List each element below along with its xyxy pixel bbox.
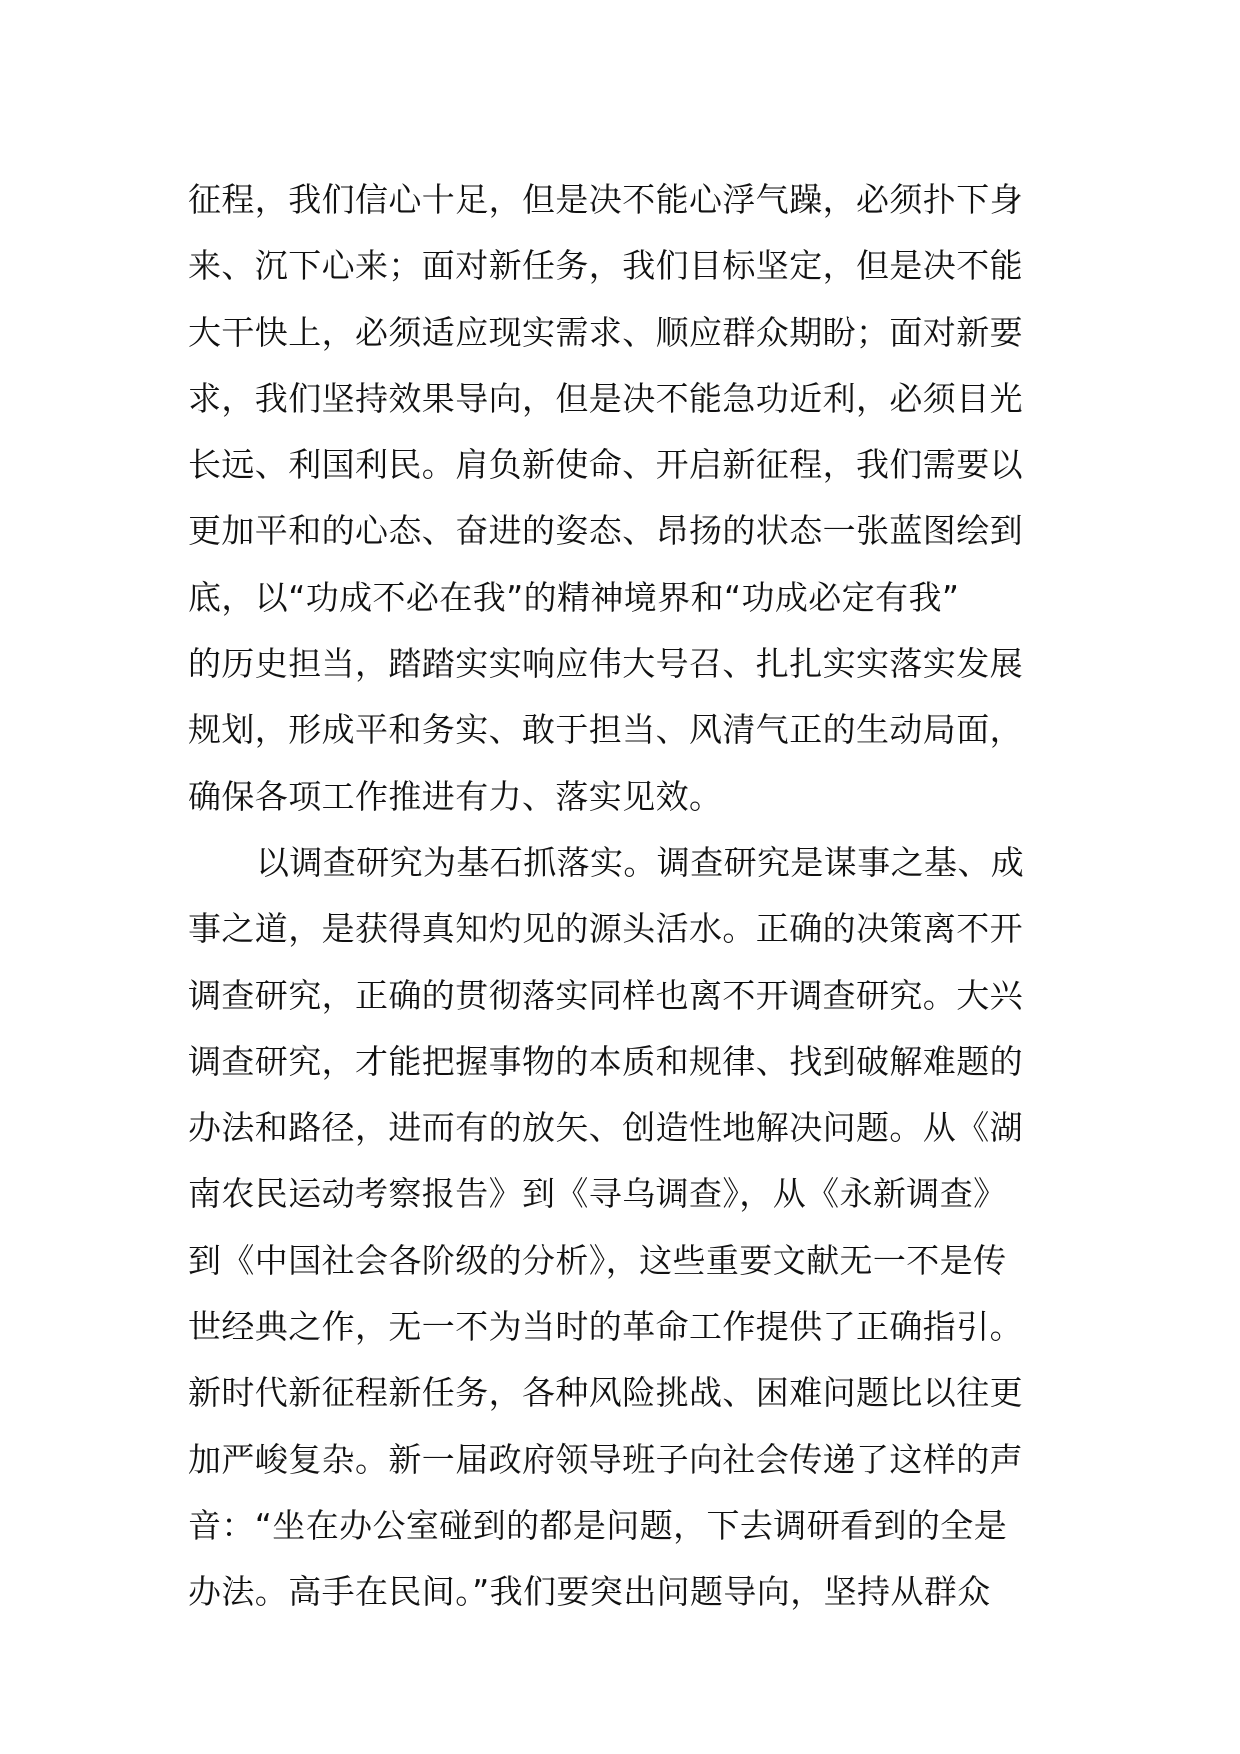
text-line: 世经典之作，无一不为当时的革命工作提供了正确指引。 bbox=[188, 1307, 1023, 1347]
text-line: 确保各项工作推进有力、落实见效。 bbox=[188, 776, 723, 816]
text-line: 加严峻复杂。新一届政府领导班子向社会传递了这样的声 bbox=[188, 1439, 1023, 1479]
text-line: 调查研究，正确的贯彻落实同样也离不开调查研究。大兴 bbox=[188, 975, 1023, 1015]
text-line: 到《中国社会各阶级的分析》，这些重要文献无一不是传 bbox=[188, 1240, 1007, 1280]
text-line: 征程，我们信心十足，但是决不能心浮气躁，必须扑下身 bbox=[188, 180, 1023, 219]
text-line: 南农民运动考察报告》到《寻乌调查》，从《永新调查》 bbox=[188, 1174, 1007, 1214]
text-line: 底，以“功成不必在我”的精神境界和“功成必定有我” bbox=[188, 577, 960, 617]
text-line: 大干快上，必须适应现实需求、顺应群众期盼；面对新要 bbox=[188, 312, 1023, 352]
text-line: 新时代新征程新任务，各种风险挑战、困难问题比以往更 bbox=[188, 1373, 1023, 1413]
text-line: 办法和路径，进而有的放矢、创造性地解决问题。从《湖 bbox=[188, 1108, 1023, 1148]
text-line: 以调查研究为基石抓落实。调查研究是谋事之基、成 bbox=[256, 842, 1025, 882]
text-line: 办法。高手在民间。”我们要突出问题导向，坚持从群众 bbox=[188, 1572, 991, 1612]
body-text bbox=[188, 167, 1058, 1626]
text-line: 的历史担当，踏踏实实响应伟大号召、扎扎实实落实发展 bbox=[188, 644, 1023, 684]
text-line: 来、沉下心来；面对新任务，我们目标坚定，但是决不能 bbox=[188, 246, 1023, 286]
text-line: 调查研究，才能把握事物的本质和规律、找到破解难题的 bbox=[188, 1041, 1023, 1081]
text-line: 更加平和的心态、奋进的姿态、昂扬的状态一张蓝图绘到 bbox=[188, 511, 1023, 551]
text-line: 音：“坐在办公室碰到的都是问题，下去调研看到的全是 bbox=[188, 1505, 1008, 1545]
text-line: 长远、利国利民。肩负新使命、开启新征程，我们需要以 bbox=[188, 445, 1023, 485]
text-line: 事之道，是获得真知灼见的源头活水。正确的决策离不开 bbox=[188, 909, 1023, 949]
text-line: 规划，形成平和务实、敢于担当、风清气正的生动局面， bbox=[188, 710, 1023, 750]
text-line: 求，我们坚持效果导向，但是决不能急功近利，必须目光 bbox=[188, 378, 1023, 418]
